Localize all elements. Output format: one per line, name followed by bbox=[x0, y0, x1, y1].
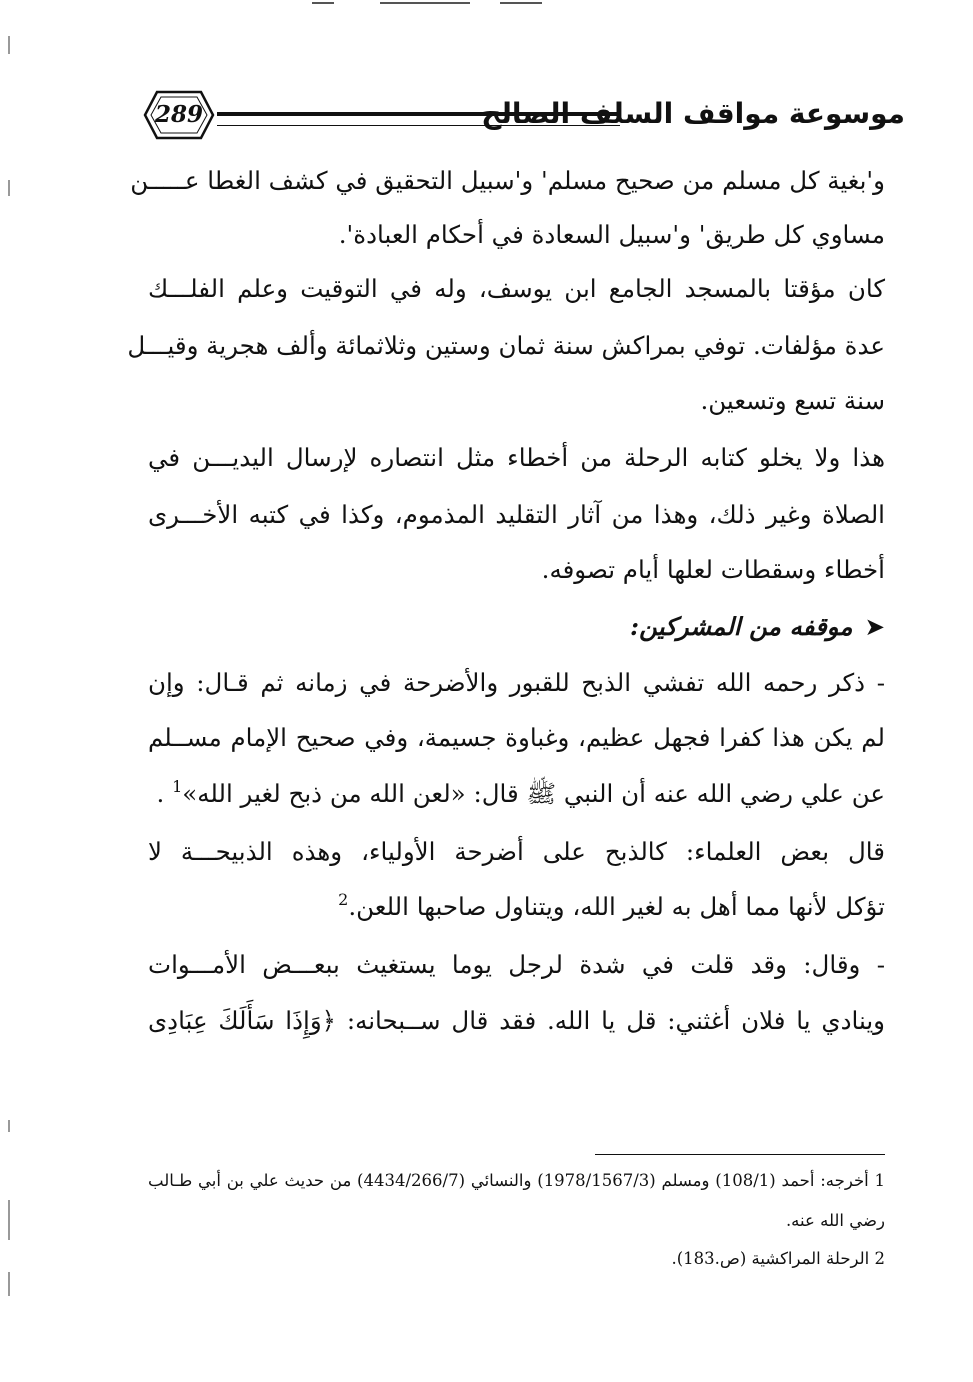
body-line: هذا ولا يخلو كتابه الرحلة من أخطاء مثل انتصاره لإرسال اليديـــن في bbox=[148, 443, 885, 472]
section-heading-text: موقفه من المشركين: bbox=[630, 612, 853, 641]
body-line: مساوي كل طريق' و'سبيل السعادة في أحكام العبادة'. bbox=[338, 220, 885, 249]
scan-edge-mark bbox=[8, 1200, 10, 1240]
body-line: سنة تسع وتسعين. bbox=[700, 386, 885, 415]
body-line: عدة مؤلفات. توفي بمراكش سنة ثمان وستين وثلاثمائة وألف هجرية وقيـــل bbox=[127, 331, 885, 360]
body-line bbox=[156, 773, 885, 815]
line-end-period: . bbox=[156, 779, 173, 808]
footnote bbox=[148, 1166, 885, 1196]
footnote-number: 2 bbox=[874, 1249, 885, 1268]
hadith-line-text: عن علي رضي الله عنه أن النبي ﷺ قال: «لعن الله من ذبح لغير الله» bbox=[182, 779, 885, 808]
footnote-text: أخرجه: أحمد (108/1) ومسلم (1978/1567/3) والنسائي (4434/266/7) من حديث علي بن أبي طـالب bbox=[148, 1171, 869, 1190]
body-line: و'بغية كل مسلم من صحيح مسلم' و'سبيل التحقيق في كشف الغطا عـــــن bbox=[130, 166, 885, 195]
body-line bbox=[338, 886, 885, 928]
page-number: 289 bbox=[154, 101, 203, 128]
arrow-bullet-icon: ➤ bbox=[864, 612, 885, 641]
footnote-ref: 1 bbox=[172, 777, 183, 796]
footnote-text: الرحلة المراكشية (ص.183). bbox=[671, 1249, 870, 1268]
footnote-continuation: رضي الله عنه. bbox=[785, 1211, 885, 1230]
scan-edge-mark bbox=[8, 1272, 10, 1296]
footnote-separator bbox=[595, 1154, 885, 1155]
body-line: - وقال: وقد قلت في شدة لرجل يوما يستغيث ببعـــض الأمـــوات bbox=[148, 950, 885, 979]
body-line: أخطاء وسقطات لعلها أيام تصوفه. bbox=[541, 555, 885, 584]
scan-artifact bbox=[312, 2, 334, 4]
line-text: تؤكل لأنها مما أهل به لغير الله، ويتناول صاحبها اللعن. bbox=[348, 892, 885, 921]
body-line: وينادي يا فلان أغثني: قل يا الله. فقد قال ســبحانه: ﴿وَإِذَا سَأَلَكَ عِبَادِى bbox=[148, 1006, 885, 1035]
scan-edge-mark bbox=[8, 36, 10, 54]
body-line: قال بعض العلماء: كالذبح على أضرحة الأولياء، وهذه الذبيحـــة لا bbox=[148, 837, 885, 866]
section-heading bbox=[630, 606, 885, 648]
scan-edge-mark bbox=[8, 180, 10, 196]
footnote bbox=[671, 1244, 885, 1274]
page-header bbox=[135, 88, 905, 148]
body-line: كان مؤقتا بالمسجد الجامع ابن يوسف، وله في التوقيت وعلم الفلـــك bbox=[148, 274, 885, 303]
footnote-number: 1 bbox=[874, 1171, 886, 1190]
scan-edge-mark bbox=[8, 1120, 10, 1132]
footnote-ref: 2 bbox=[338, 890, 349, 909]
book-title: موسوعة مواقف السلف الصالح bbox=[481, 97, 905, 130]
body-line: الصلاة وغير ذلك، وهذا من آثار التقليد المذموم، وكذا في كتبه الأخـــرى bbox=[148, 500, 885, 529]
body-line: لم يكن هذا كفرا فجهل عظيم، وغباوة جسيمة، وفي صحيح الإمام مســلم bbox=[148, 723, 885, 752]
scan-artifact bbox=[500, 2, 542, 4]
scan-artifact bbox=[380, 2, 470, 4]
body-line: - ذكر رحمه الله تفشي الذبح للقبور والأضرحة في زمانه ثم قـال: وإن bbox=[148, 668, 885, 697]
